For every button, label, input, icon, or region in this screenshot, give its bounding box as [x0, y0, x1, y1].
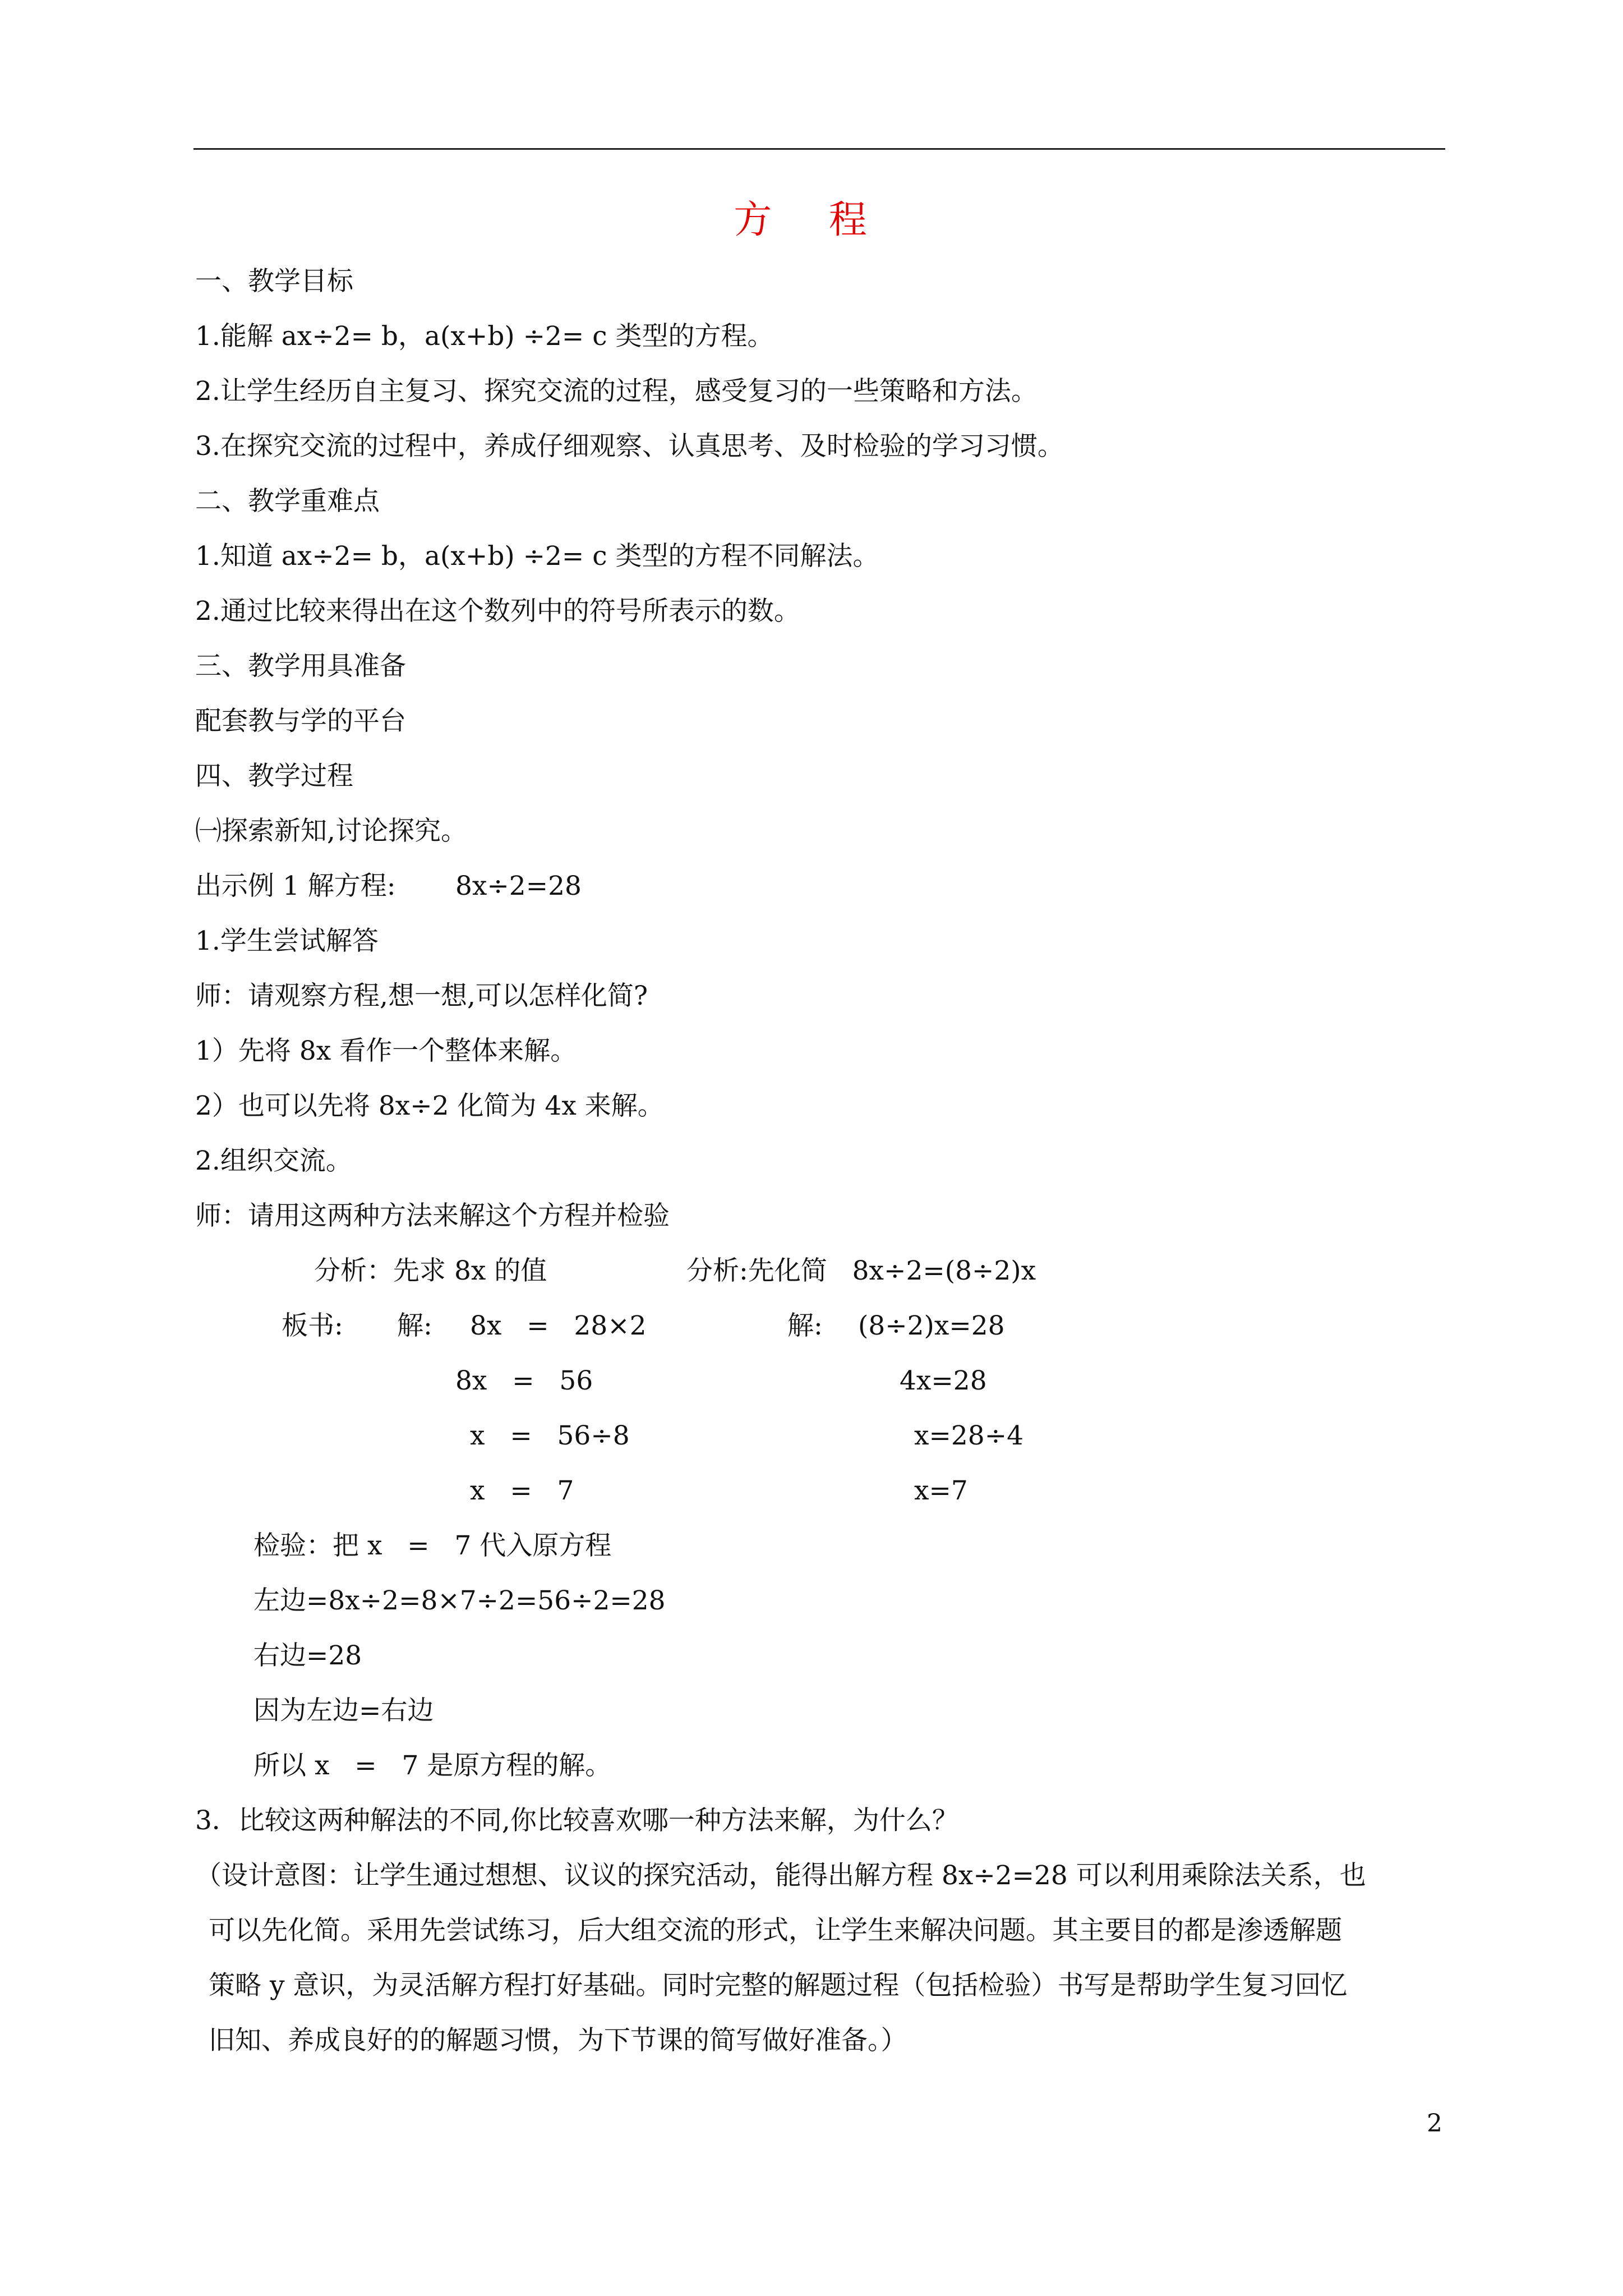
solve-label-left: 解: [397, 1310, 432, 1341]
check-line-2: 左边=8x÷2=8×7÷2=56÷2=28 [253, 1585, 666, 1616]
solution-left-line-1: 8x = 28×2 [470, 1310, 647, 1341]
key-point-1: 1.知道 ax÷2= b，a(x+b) ÷2= c 类型的方程不同解法。 [195, 541, 879, 572]
objective-3: 3.在探究交流的过程中，养成仔细观察、认真思考、及时检验的学习习惯。 [195, 431, 1064, 462]
page-title: 方 程 [734, 198, 889, 242]
heading-key-points: 二、教学重难点 [195, 486, 380, 517]
example-equation: 8x÷2=28 [455, 871, 582, 901]
solution-left-line-4: x = 7 [470, 1475, 574, 1506]
analysis-right: 分析:先化简 8x÷2=(8÷2)x [686, 1255, 1036, 1286]
objective-2: 2.让学生经历自主复习、探究交流的过程，感受复习的一些策略和方法。 [195, 376, 1038, 407]
solution-left-line-2: 8x = 56 [455, 1365, 593, 1396]
method-1: 1）先将 8x 看作一个整体来解。 [195, 1036, 577, 1066]
objective-1: 1.能解 ax÷2= b，a(x+b) ÷2= c 类型的方程。 [195, 321, 774, 352]
solve-label-right: 解: [787, 1310, 823, 1341]
check-line-3: 右边=28 [253, 1640, 362, 1671]
heading-process: 四、教学过程 [195, 761, 353, 792]
key-point-2: 2.通过比较来得出在这个数列中的符号所表示的数。 [195, 596, 800, 627]
step-3: 3．比较这两种解法的不同,你比较喜欢哪一种方法来解，为什么？ [195, 1805, 958, 1836]
solution-right-line-2: 4x=28 [900, 1365, 987, 1396]
header-rule [193, 148, 1445, 150]
solution-right-line-1: (8÷2)x=28 [858, 1310, 1005, 1341]
example-label: 出示例 1 解方程: [195, 871, 396, 901]
design-note-line-4: 旧知、养成良好的的解题习惯，为下节课的简写做好准备。） [209, 2025, 907, 2056]
heading-objectives: 一、教学目标 [195, 266, 353, 297]
method-2: 2）也可以先将 8x÷2 化简为 4x 来解。 [195, 1091, 664, 1121]
teacher-question-1: 师：请观察方程,想一想,可以怎样化简? [195, 981, 648, 1011]
page-number: 2 [1427, 2109, 1442, 2138]
teacher-question-2: 师：请用这两种方法来解这个方程并检验 [195, 1200, 670, 1231]
heading-tools: 三、教学用具准备 [195, 651, 406, 682]
design-note-line-1: （设计意图：让学生通过想想、议议的探究活动，能得出解方程 8x÷2=28 可以利用乘除法关系，也 [195, 1860, 1366, 1891]
solution-right-line-3: x=28÷4 [914, 1420, 1023, 1451]
analysis-left: 分析：先求 8x 的值 [314, 1255, 547, 1286]
check-line-1: 检验：把 x = 7 代入原方程 [253, 1530, 612, 1561]
tools-text: 配套教与学的平台 [195, 706, 406, 737]
solution-left-line-3: x = 56÷8 [470, 1420, 630, 1451]
check-line-5: 所以 x = 7 是原方程的解。 [253, 1750, 612, 1781]
check-line-4: 因为左边=右边 [253, 1695, 434, 1726]
solution-right-line-4: x=7 [914, 1475, 968, 1506]
step-2: 2.组织交流。 [195, 1145, 352, 1176]
section-explore: ㈠探索新知,讨论探究。 [195, 816, 467, 846]
step-1: 1.学生尝试解答 [195, 926, 379, 956]
design-note-line-3: 策略 y 意识，为灵活解方程打好基础。同时完整的解题过程（包括检验）书写是帮助学生复习回忆 [209, 1970, 1348, 2001]
board-label: 板书: [282, 1310, 343, 1341]
design-note-line-2: 可以先化简。采用先尝试练习，后大组交流的形式，让学生来解决问题。其主要目的都是渗透解题 [209, 1915, 1342, 1946]
